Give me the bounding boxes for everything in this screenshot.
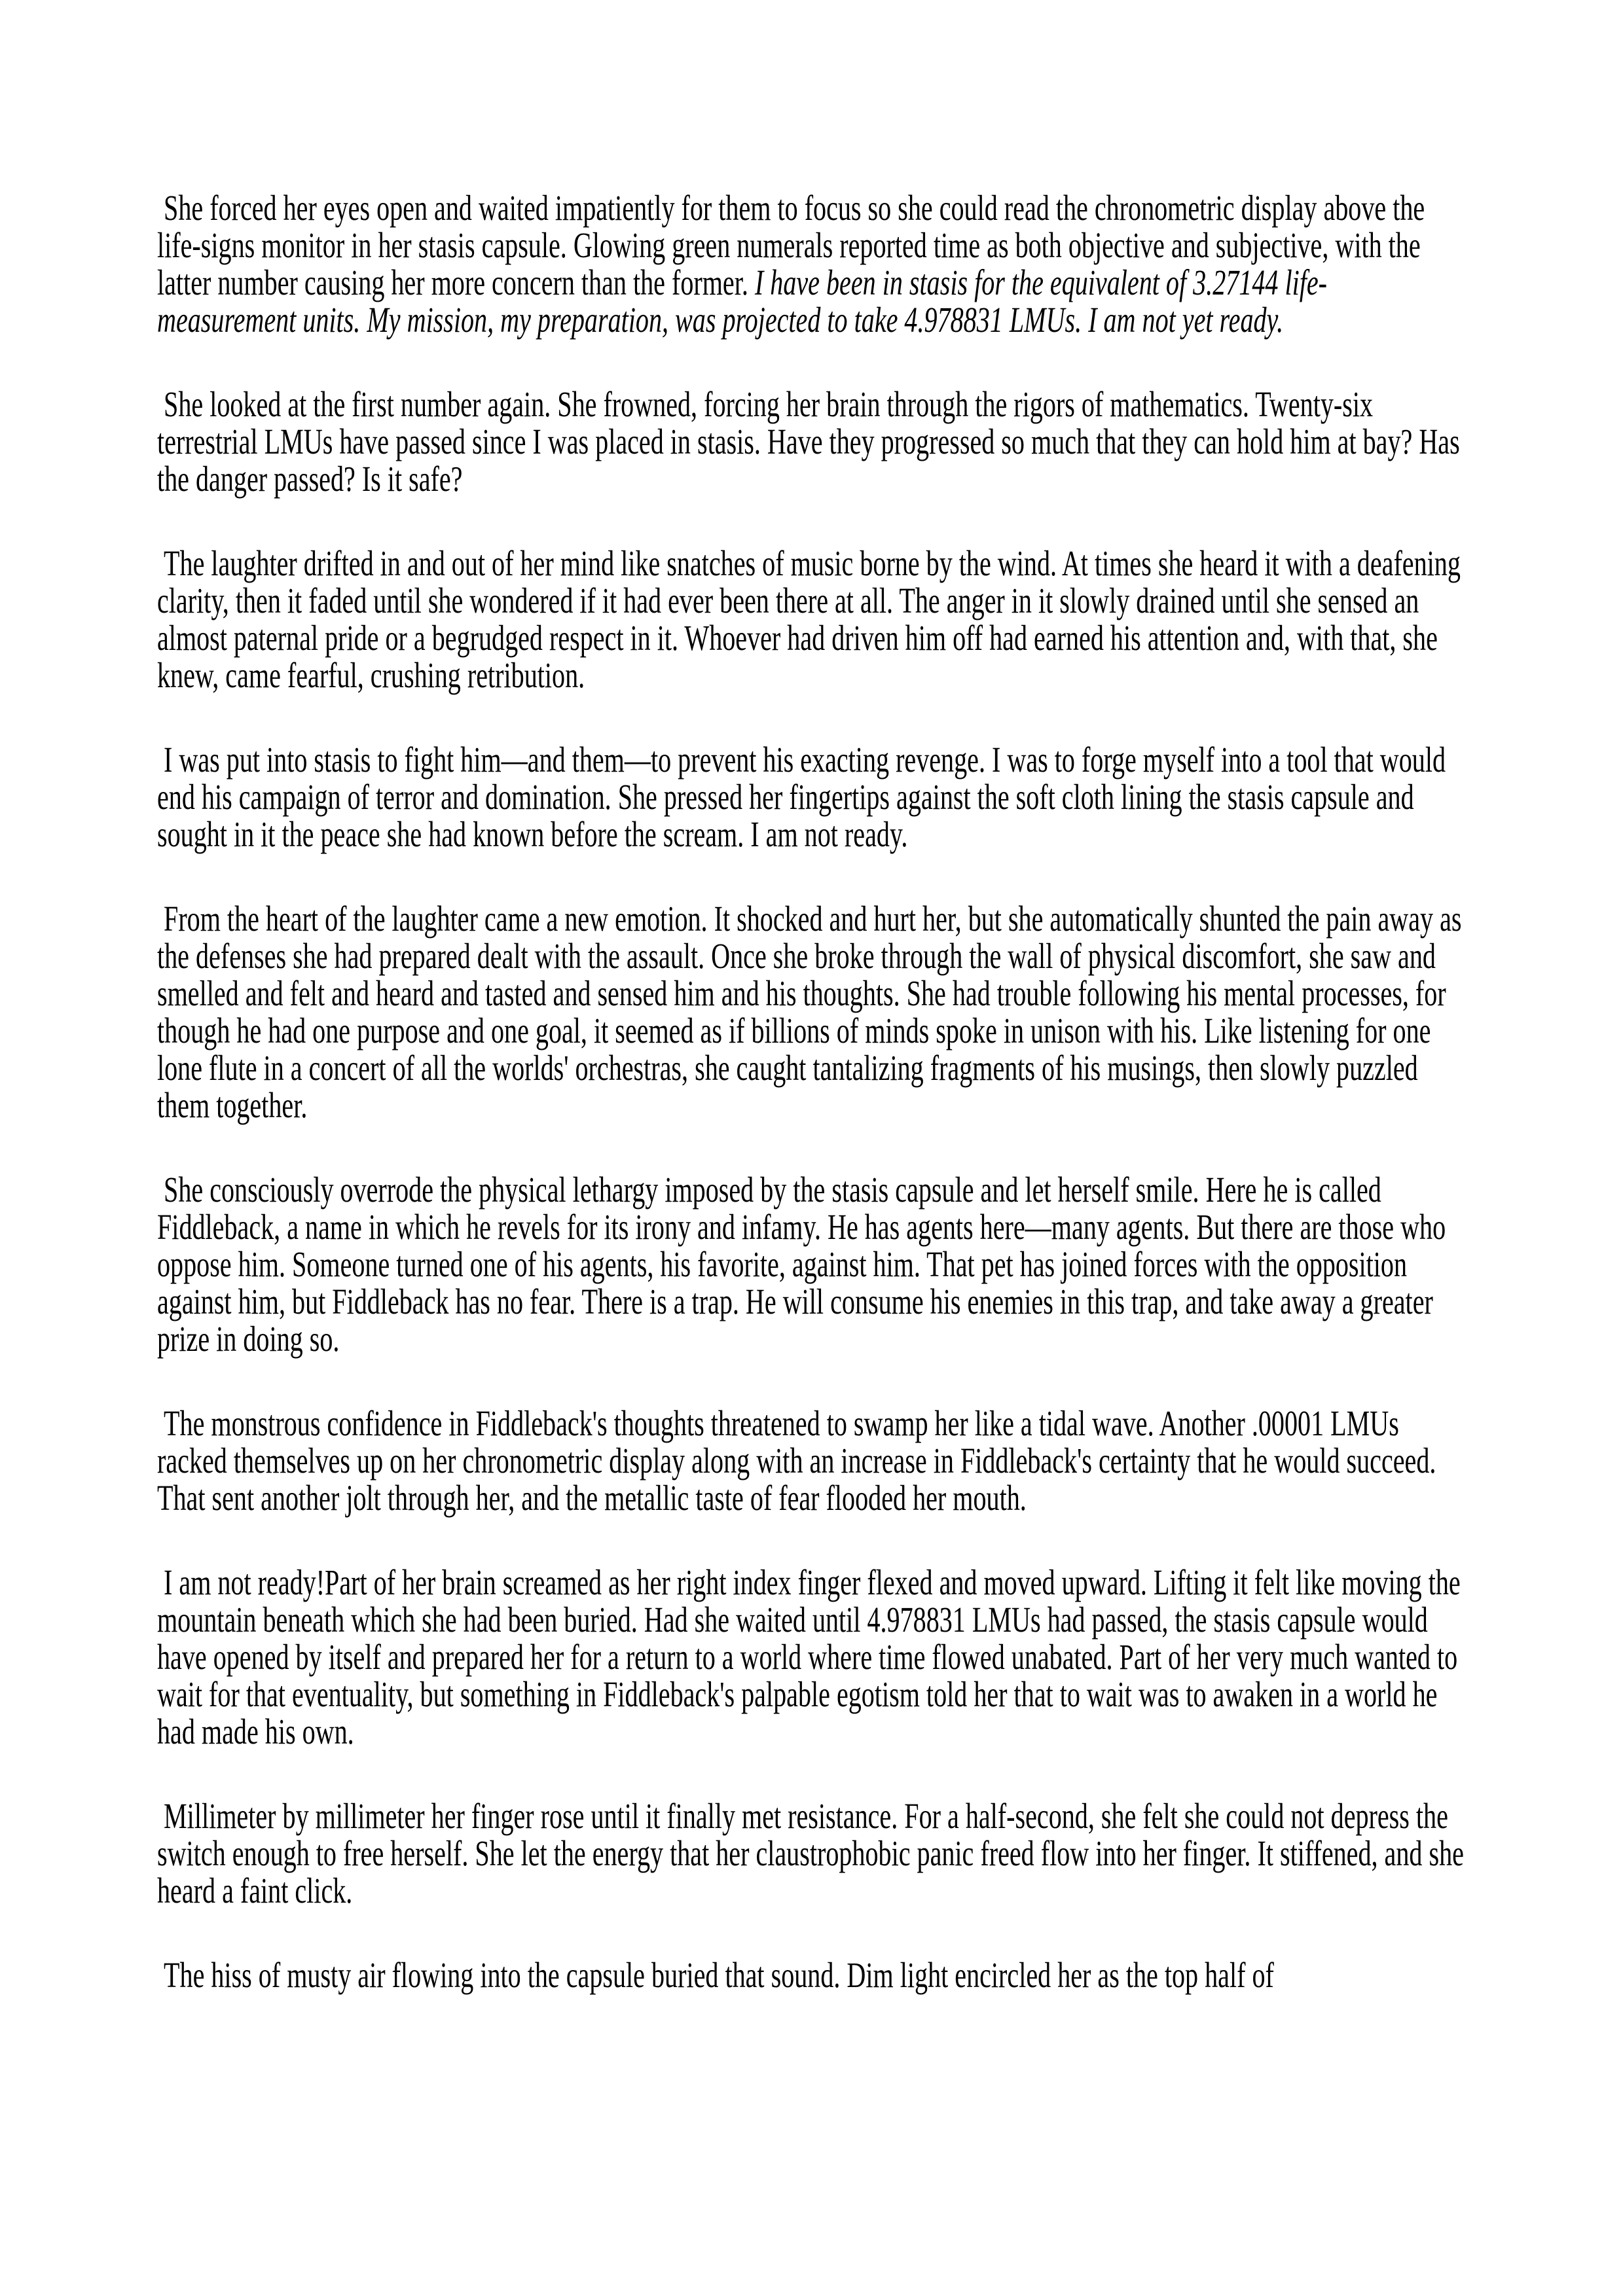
text-segment: She looked at the first number again. She frowned, forcing her brain through the rigors of mathematics. Twenty-six terrestrial LMUs have passed since I was placed in stasis. Have they progressed so much that they can hold him at bay? Has the danger passed? Is it safe? (157, 384, 1467, 499)
paragraph (157, 1171, 1466, 1357)
text-segment: From the heart of the laughter came a new emotion. It shocked and hurt her, but she automatically shunted the pain away as the defenses she had prepared dealt with the assault. Once she broke through the wall of physical discomfort, she saw and smelled and felt and heard and tasted and sensed him and his thoughts. She had trouble following his mental processes, for though he had one purpose and one goal, it seemed as if billions of minds spoke in unison with his. Like listening for one lone flute in a concert of all the worlds' orchestras, she caught tantalizing fragments of his musings, then slowly puzzled them together. (157, 899, 1468, 1125)
text-segment: I am not ready!Part of her brain screamed as her right index finger flexed and moved upward. Lifting it felt like moving the mountain beneath which she had been buried. Had she waited until 4.978831 LMUs had passed, the stasis capsule would have opened by itself and prepared her for a return to a world where time flowed unabated. Part of her very much wanted to wait for that eventuality, but something in Fiddleback's palpable egotism told her that to wait was to awaken in a world he had made his own. (157, 1562, 1467, 1751)
paragraph (157, 900, 1466, 1124)
page-text-block (157, 188, 1470, 1995)
text-segment: She consciously overrode the physical lethargy imposed by the stasis capsule and let herself smile. Here he is called Fiddleback, a name in which he revels for its irony and infamy. He has agents here—many agents. But there are those who oppose him. Someone turned one of his agents, his favorite, against him. That pet has joined forces with the opposition against him, but Fiddleback has no fear. There is a trap. He will consume his enemies in this trap, and take away a greater prize in doing so. (157, 1170, 1453, 1359)
paragraph (157, 741, 1466, 853)
text-segment: The monstrous confidence in Fiddleback's thoughts threatened to swamp her like a tidal wave. Another .00001 LMUs racked themselves up on her chronometric display along with an increase in Fiddleback's certainty that he would succeed. That sent another jolt through her, and the metallic taste of fear flooded her mouth. (157, 1403, 1442, 1518)
paragraph (157, 386, 1466, 497)
paragraph (157, 189, 1466, 338)
paragraph (157, 1956, 1466, 1994)
text-segment: The hiss of musty air flowing into the capsule buried that sound. Dim light encircled her as the top half of (157, 1955, 1274, 1995)
text-segment: The laughter drifted in and out of her mind like snatches of music borne by the wind. At times she heard it with a deafening clarity, then it faded until she wondered if it had ever been there at all. The anger in it slowly drained until she sensed an almost paternal pride or a begrudged respect in it. Whoever had driven him off had earned his attention and, with that, she knew, came fearful, crushing retribution. (157, 543, 1467, 695)
text-segment: Millimeter by millimeter her finger rose until it finally met resistance. For a half-second, she felt she could not depress the switch enough to free herself. She let the energy that her claustrophobic panic freed flow into her finger. It stiffened, and she heard a faint click. (157, 1796, 1470, 1910)
text-segment: I have been in stasis for the equivalent of 3.27144 life-measurement units. My mission, my preparation, was projected to take 4.978831 LMUs. I am not yet ready. (157, 262, 1328, 340)
paragraph (157, 1564, 1466, 1750)
paragraph (157, 545, 1466, 694)
text-segment: I was put into stasis to fight him—and them—to prevent his exacting revenge. I was to forge myself into a tool that would end his campaign of terror and domination. She pressed her fingertips against the soft cloth lining the stasis capsule and sought in it the peace she had known before the scream. I am not ready. (157, 740, 1453, 854)
paragraph (157, 1405, 1466, 1516)
paragraph (157, 1796, 1470, 1910)
text-segment: She forced her eyes open and waited impatiently for them to focus so she could read the chronometric display above the life-signs monitor in her stasis capsule. Glowing green numerals reported time as both objective and subjective, with the latter number causing her more concern than the former. (157, 188, 1432, 302)
